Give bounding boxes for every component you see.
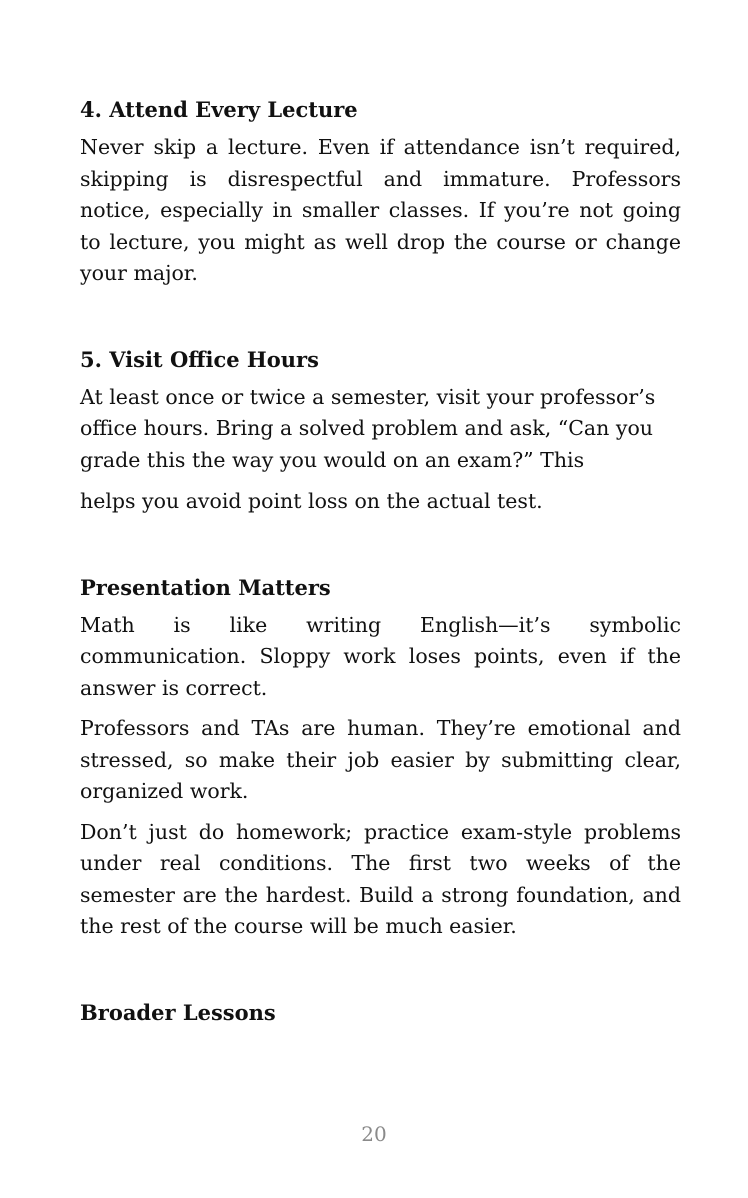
paragraph-professors-human: Professors and TAs are human. They’re emotional and stressed, so make their job easier by submitting clear, organized work.: [80, 716, 681, 803]
section-spacer: [80, 943, 681, 997]
section-heading-attend-every-lecture: 4. Attend Every Lecture: [80, 97, 358, 122]
paragraph-office-hours-continued: helps you avoid point loss on the actual test.: [80, 489, 543, 513]
section-spacer: [80, 518, 681, 572]
page-number: 20: [361, 1122, 387, 1146]
section-heading-broader-lessons: Broader Lessons: [80, 999, 276, 1025]
paragraph-office-hours: At least once or twice a semester, visit your professor’s office hours. Bring a solved problem and ask, “Can you grade this the way you would on an exam?” This: [80, 384, 656, 472]
section-heading-visit-office-hours: 5. Visit Office Hours: [80, 346, 319, 372]
paragraph-attend-lecture: Never skip a lecture. Even if attendance isn’t required, skipping is disrespectful and immature. Professors notice, especially in smaller classes. If you’re not going to lecture, you might as well drop the course or change your major.: [80, 135, 681, 285]
paragraph-practice-exam: Don’t just do homework; practice exam-style problems under real conditions. The first two weeks of the semester are the hardest. Build a strong foundation, and the rest of the course will be much easier.: [80, 819, 681, 938]
document-page: [80, 94, 681, 1035]
paragraph-math-like-english: Math is like writing English—it’s symbolic communication. Sloppy work loses points, even if the answer is correct.: [80, 612, 681, 700]
section-spacer: [80, 290, 681, 344]
section-heading-presentation-matters: Presentation Matters: [80, 574, 331, 600]
